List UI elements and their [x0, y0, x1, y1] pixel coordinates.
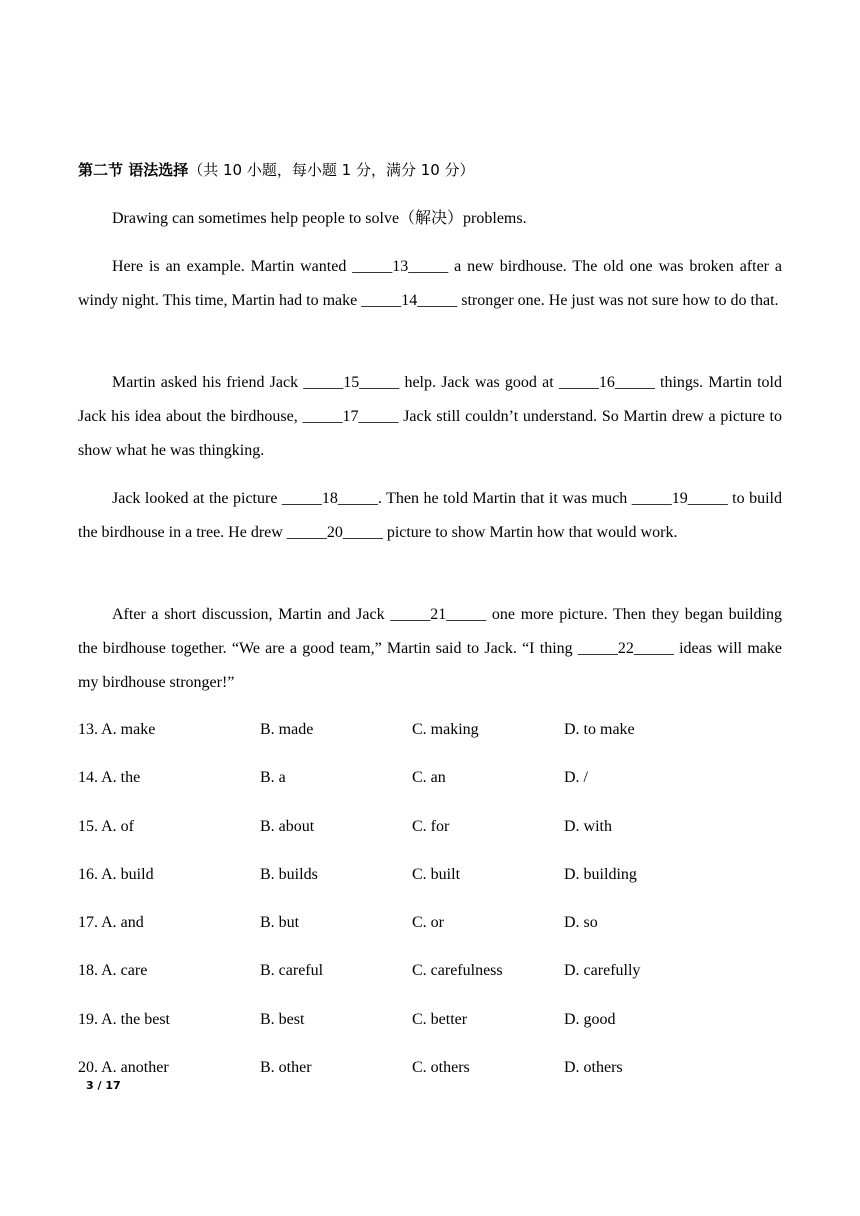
page-number: 3 / 17: [86, 1079, 121, 1092]
question-row: [78, 1052, 782, 1100]
option-d: D. /: [564, 769, 588, 787]
option-d: D. good: [564, 1010, 616, 1028]
option-b: B. made: [260, 721, 314, 738]
option-a: 15. A. of: [78, 817, 134, 835]
option-c: C. for: [412, 817, 450, 835]
paragraph-2: Martin asked his friend Jack _____15_____ help. Jack was good at _____16_____ things. Martin told Jack his idea about the birdhouse, _____17_____ Jack still couldn’t understand. So Martin drew a picture to show what he was thingking.: [78, 374, 782, 459]
option-d: D. to make: [564, 721, 635, 738]
paragraph-3: Jack looked at the picture _____18_____. Then he told Martin that it was much _____19_____ to build the birdhouse in a tree. He drew _____20_____ picture to show Martin how that would work.: [78, 490, 782, 541]
option-c: C. or: [412, 914, 444, 932]
paragraph-intro: Drawing can sometimes help people to solve（解决）problems.: [112, 210, 527, 227]
option-b: B. but: [260, 914, 300, 932]
option-d: D. with: [564, 817, 612, 835]
question-row: [78, 1004, 782, 1052]
option-a: 20. A. another: [78, 1059, 169, 1077]
option-a: 18. A. care: [78, 962, 148, 980]
option-c: C. others: [412, 1059, 470, 1077]
question-row: [78, 762, 782, 810]
section-title: 第二节 语法选择: [78, 161, 189, 179]
option-d: D. so: [564, 914, 598, 932]
option-a: 14. A. the: [78, 769, 141, 787]
section-heading: [78, 158, 475, 183]
question-row: [78, 714, 782, 762]
option-b: B. other: [260, 1059, 312, 1077]
option-c: C. built: [412, 865, 461, 883]
option-b: B. about: [260, 817, 315, 835]
option-c: C. making: [412, 721, 479, 738]
option-a: 17. A. and: [78, 914, 144, 932]
paragraph-4: After a short discussion, Martin and Jack _____21_____ one more picture. Then they began building the birdhouse together. “We are a good team,” Martin said to Jack. “I thing _____22_____ ideas will make my birdhouse stronger!”: [78, 606, 782, 691]
option-a: 16. A. build: [78, 865, 154, 883]
question-row: [78, 811, 782, 859]
question-row: [78, 859, 782, 907]
option-c: C. carefulness: [412, 962, 503, 980]
option-b: B. best: [260, 1010, 305, 1028]
option-b: B. a: [260, 769, 286, 787]
section-detail: （共 10 小题，每小题 1 分，满分 10 分）: [188, 161, 475, 179]
option-d: D. building: [564, 865, 637, 883]
option-d: D. others: [564, 1059, 623, 1077]
option-a: 19. A. the best: [78, 1010, 170, 1028]
question-row: [78, 907, 782, 955]
option-c: C. better: [412, 1010, 468, 1028]
option-c: C. an: [412, 769, 446, 787]
option-b: B. careful: [260, 962, 324, 980]
question-row: [78, 955, 782, 1003]
option-a: 13. A. make: [78, 721, 156, 738]
option-d: D. carefully: [564, 962, 641, 980]
paragraph-1: Here is an example. Martin wanted _____13_____ a new birdhouse. The old one was broken after a windy night. This time, Martin had to make _____14_____ stronger one. He just was not sure how to do that.: [78, 258, 782, 309]
question-options: [78, 714, 782, 1100]
option-b: B. builds: [260, 865, 318, 883]
